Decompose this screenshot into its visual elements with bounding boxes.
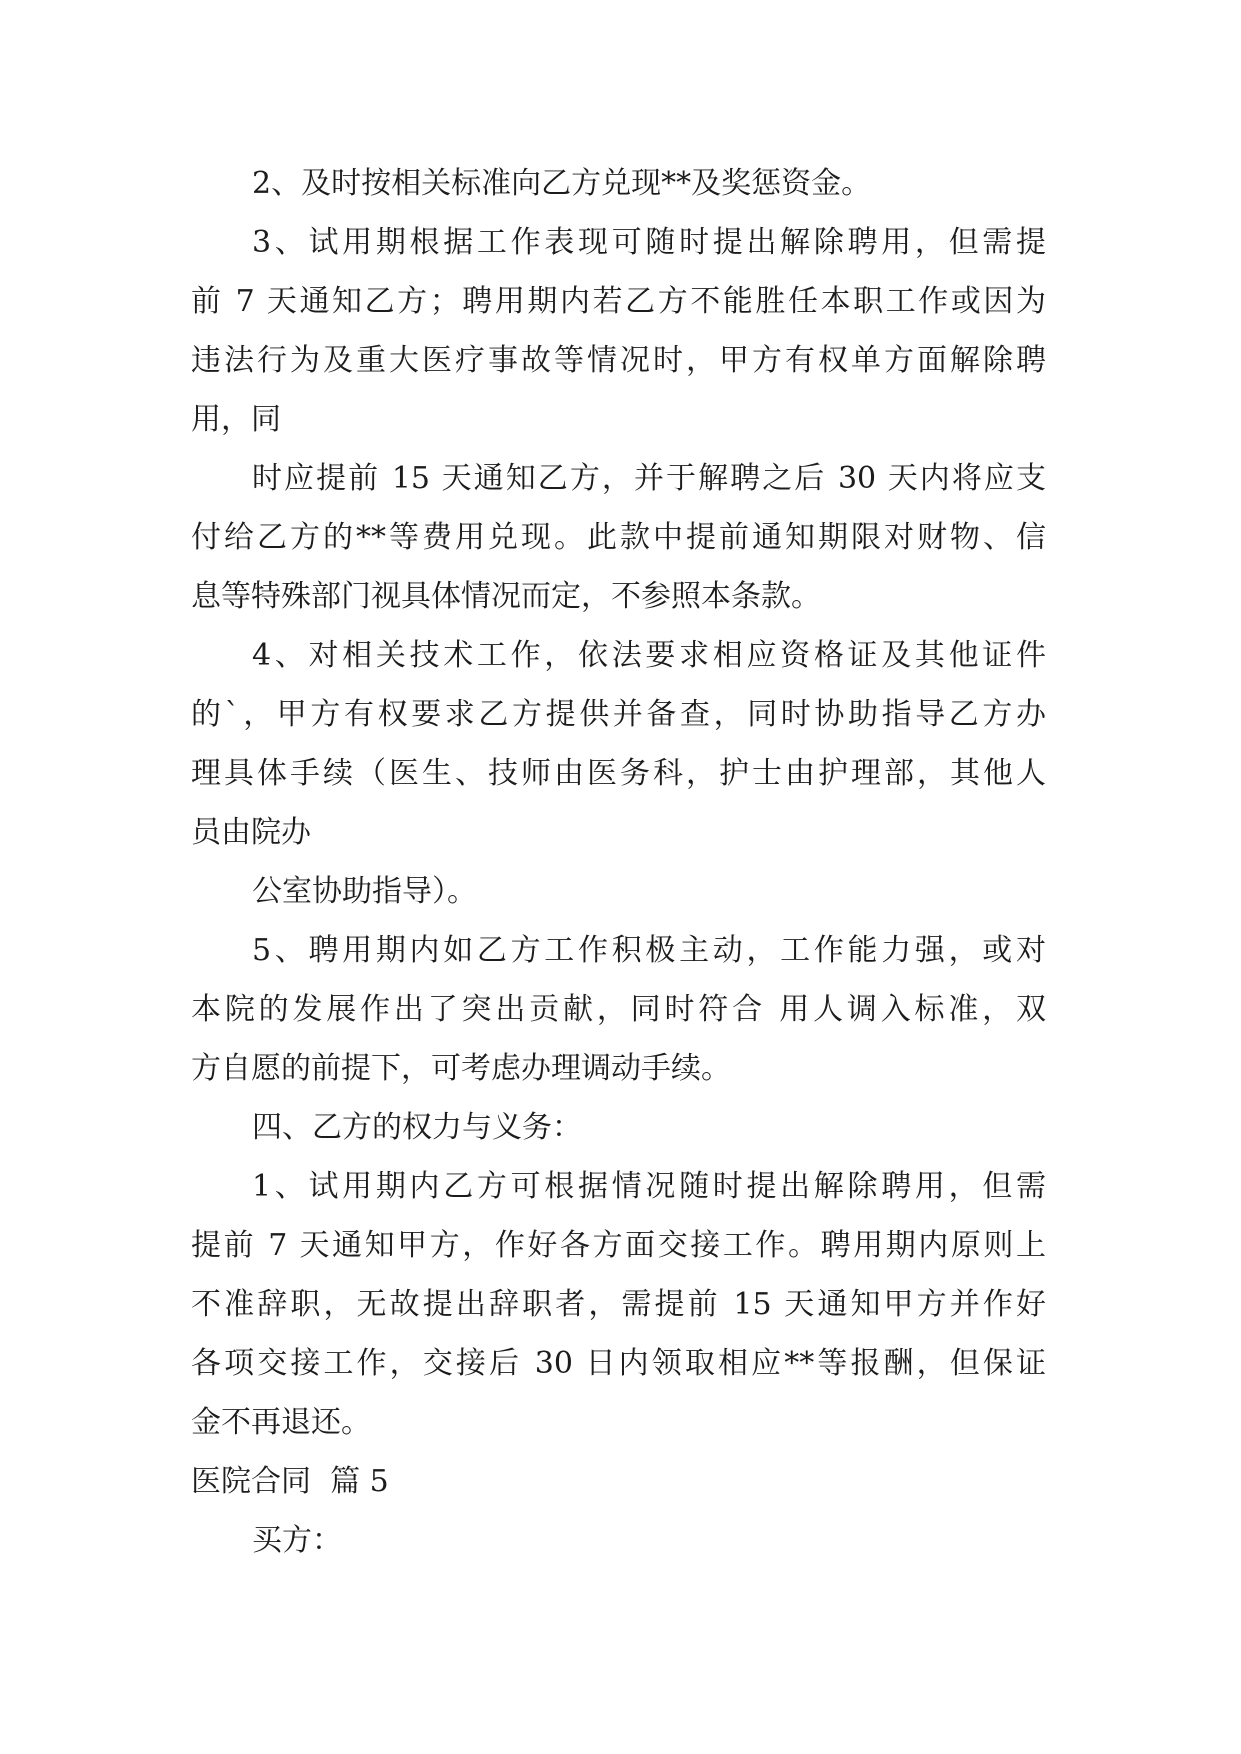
- paragraph-line: 违法行为及重大医疗事故等情况时，甲方有权单方面解除聘: [191, 343, 1046, 378]
- paragraph-line: 前 7 天通知乙方；聘用期内若乙方不能胜任本职工作或因为: [191, 284, 1046, 319]
- paragraph-line: 时应提前 15 天通知乙方，并于解聘之后 30 天内将应支: [252, 461, 1046, 496]
- paragraph-line: 理具体手续（医生、技师由医务科，护士由护理部，其他人: [191, 756, 1046, 791]
- paragraph-line: 3、试用期根据工作表现可随时提出解除聘用，但需提: [252, 225, 1046, 260]
- paragraph-line: 用，同: [191, 402, 281, 437]
- paragraph-line: 金不再退还。: [191, 1405, 371, 1440]
- paragraph-line: 2、及时按相关标准向乙方兑现**及奖惩资金。: [252, 166, 872, 201]
- paragraph-line: 各项交接工作，交接后 30 日内领取相应**等报酬，但保证: [191, 1346, 1046, 1381]
- paragraph-line: 不准辞职，无故提出辞职者，需提前 15 天通知甲方并作好: [191, 1287, 1046, 1322]
- paragraph-line: 的`，甲方有权要求乙方提供并备查，同时协助指导乙方办: [191, 697, 1046, 732]
- paragraph-line: 4、对相关技术工作，依法要求相应资格证及其他证件: [252, 638, 1046, 673]
- section-heading: 四、乙方的权力与义务：: [252, 1110, 582, 1145]
- paragraph-line: 员由院办: [191, 815, 311, 850]
- paragraph-line: 5、聘用期内如乙方工作积极主动，工作能力强，或对: [252, 933, 1046, 968]
- paragraph-line: 付给乙方的**等费用兑现。此款中提前通知期限对财物、信: [191, 520, 1046, 555]
- party-label: 买方：: [252, 1523, 342, 1558]
- section-title: 医院合同 篇 5: [191, 1464, 389, 1499]
- paragraph-line: 1、试用期内乙方可根据情况随时提出解除聘用，但需: [252, 1169, 1046, 1204]
- paragraph-line: 公室协助指导）。: [252, 874, 477, 909]
- paragraph-line: 提前 7 天通知甲方，作好各方面交接工作。聘用期内原则上: [191, 1228, 1046, 1263]
- paragraph-line: 方自愿的前提下，可考虑办理调动手续。: [191, 1051, 731, 1086]
- paragraph-line: 本院的发展作出了突出贡献，同时符合 用人调入标准，双: [191, 992, 1046, 1027]
- paragraph-line: 息等特殊部门视具体情况而定，不参照本条款。: [191, 579, 821, 614]
